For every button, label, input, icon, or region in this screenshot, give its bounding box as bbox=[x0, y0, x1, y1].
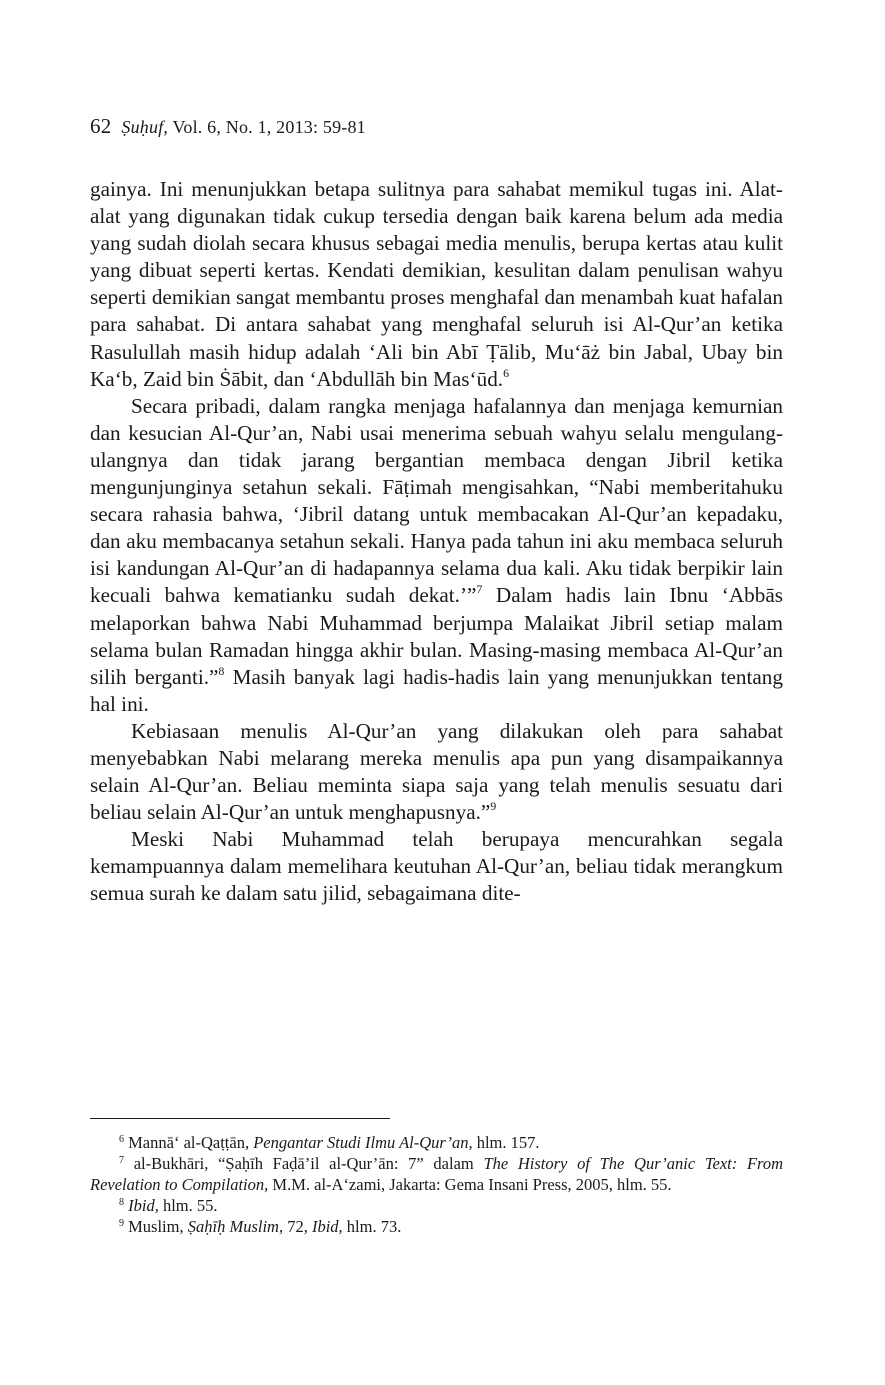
footnote-6 bbox=[90, 1132, 783, 1153]
footnote-text: M.M. al-A‘zami, Jakarta: Gema Insani Press, 2005, hlm. 55. bbox=[268, 1175, 672, 1194]
page-number: 62 bbox=[90, 114, 112, 138]
footnote-title: Ibid, bbox=[311, 1217, 343, 1236]
footnote-text: hlm. 157. bbox=[472, 1133, 540, 1152]
footnote-number: 7 bbox=[119, 1155, 124, 1166]
footnote-divider bbox=[90, 1118, 390, 1119]
footnote-text: al-Bukhāri, “Ṣaḥīh Faḍā’il al-Qur’ān: 7” dalam bbox=[124, 1154, 484, 1173]
paragraph-2 bbox=[90, 393, 783, 718]
footnote-ref-6: 6 bbox=[503, 365, 510, 380]
paragraph-2-text-c: Masih banyak lagi hadis-hadis lain yang menunjukkan tentang hal ini. bbox=[90, 664, 783, 716]
footnote-text: Muslim, bbox=[124, 1217, 188, 1236]
footnote-number: 9 bbox=[119, 1218, 124, 1229]
paragraph-4-text: Meski Nabi Muhammad telah berupaya mencurahkan segala kemampuannya dalam memelihara keutuhan Al-Qur’an, beliau tidak merangkum semua surah ke dalam satu jilid, sebagaimana dite- bbox=[90, 827, 783, 906]
journal-issue: Vol. 6, No. 1, 2013: 59-81 bbox=[172, 117, 366, 137]
footnote-7 bbox=[90, 1153, 783, 1195]
footnote-text: hlm. 73. bbox=[342, 1217, 402, 1236]
paragraph-3-text: Kebiasaan menulis Al-Qur’an yang dilakukan oleh para sahabat menyebabkan Nabi melarang mereka menulis apa pun yang disampaikannya selain Al-Qur’an. Beliau meminta siapa saja yang telah menulis sesuatu dari beliau selain Al-Qur’an untuk menghapusnya.” bbox=[90, 718, 783, 825]
footnote-title: Ṣaḥīḥ Muslim, bbox=[187, 1217, 284, 1236]
paragraph-3 bbox=[90, 718, 783, 826]
paragraph-2-text-b: Dalam hadis lain Ibnu ‘Abbās melaporkan bahwa Nabi Muhammad berjumpa Malaikat Jibril setiap malam selama bulan Ramadan hingga akhir bulan. Masing-masing membaca Al-Qur’an silih berganti.” bbox=[90, 583, 783, 689]
footnote-title: Ibid, bbox=[128, 1196, 159, 1215]
paragraph-4 bbox=[90, 826, 783, 907]
journal-name: Ṣuḥuf, bbox=[121, 117, 169, 137]
paragraph-2-text-a: Secara pribadi, dalam rangka menjaga hafalannya dan menjaga kemurnian dan kesucian Al-Qur’an, Nabi usai menerima sebuah wahyu selalu mengulang-ulangnya dan tidak jarang bergantian membaca dengan Jibril ketika mengunjunginya setahun sekali. Fāṭimah mengisahkan, “Nabi memberitahuku secara rahasia bahwa, ‘Jibril datang untuk membacakan Al-Qur’an kepadaku, dan aku membacanya setahun sekali. Hanya pada tahun ini aku membaca seluruh isi kandungan Al-Qur’an di hadapannya selama dua kali. Aku tidak berpikir lain kecuali bahwa kematianku sudah dekat.’” bbox=[90, 393, 783, 608]
footnote-ref-9: 9 bbox=[490, 799, 497, 814]
footnote-ref-8: 8 bbox=[218, 663, 225, 678]
paragraph-1-text: gainya. Ini menunjukkan betapa sulitnya para sahabat memikul tugas ini. Alat-alat yang digunakan tidak cukup tersedia dengan baik karena belum ada media yang sudah diolah secara khusus sebagai media menulis, berupa kertas atau kulit yang dibuat seperti kertas. Kendati demikian, kesulitan dalam penulisan wahyu seperti demikian sangat membantu proses menghafal dan menambah kuat hafalan para sahabat. Di antara sahabat yang menghafal seluruh isi Al-Qur’an ketika Rasulullah masih hidup adalah ‘Ali bin Abī Ṭālib, Mu‘āż bin Jabal, Ubay bin Ka‘b, Zaid bin Ṡābit, dan ‘Abdullāh bin Mas‘ūd. bbox=[90, 177, 783, 391]
footnote-title: The History of The Qur’anic Text: From Revelation to Compilation, bbox=[90, 1154, 783, 1194]
footnote-number: 8 bbox=[119, 1197, 124, 1208]
footnote-8 bbox=[90, 1195, 783, 1216]
footnote-text: hlm. 55. bbox=[158, 1196, 218, 1215]
footnote-number: 6 bbox=[119, 1134, 124, 1145]
footnote-ref-7: 7 bbox=[476, 582, 483, 597]
footnote-9 bbox=[90, 1216, 783, 1237]
footnote-text: Mannā‘ al-Qaṭṭān, bbox=[124, 1133, 254, 1152]
body-text bbox=[90, 176, 783, 908]
running-header bbox=[90, 114, 366, 139]
footnotes bbox=[90, 1132, 783, 1237]
footnote-text: 72, bbox=[283, 1217, 312, 1236]
footnote-title: Pengantar Studi Ilmu Al-Qur’an, bbox=[253, 1133, 473, 1152]
paragraph-1 bbox=[90, 176, 783, 393]
